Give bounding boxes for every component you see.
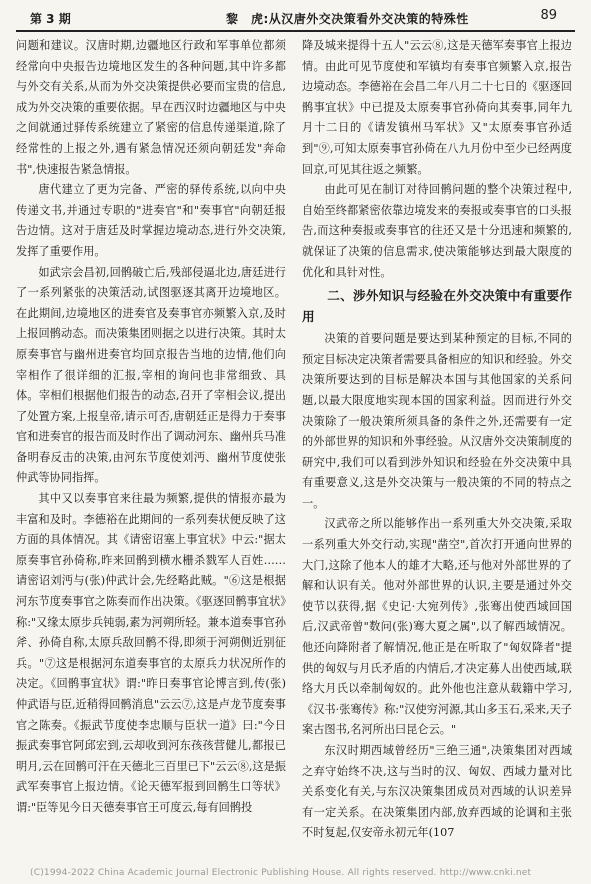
paragraph: 决策的首要问题是要达到某种预定的目标,不同的预定目标决定决策者需要具备相应的知识和经验。外交决策所要达到的目标是解决本国与其他国家的关系问题,以最大限度地实现本国的国家利益。因而进行外交决策除了一般决策所须具备的条件之外,还需要有一定的外部世界的知识和外事经验。从汉唐外交决策制度的研究中,我们可以看到涉外知识和经验在外交决策中具有重要意义,这是外交决策与一般决策的不同的特点之一。: [302, 332, 572, 510]
paragraph: 东汉时期西域曾经历"三绝三通",决策集团对西域之弃守始终不决,这与当时的汉、匈奴、西域力量对比关系变化有关,与东汉决策集团成员对西域的认识差异有一定关系。在决策集团内部,放弃西域的论调和主张不时复起,仅安帝永初元年(107: [302, 744, 572, 840]
paragraph: 降及城来提得十五人"云云⑧,这是天德军奏事官上报边情。由此可见节度使和军镇均有奏事官频繁入京,报告边境动态。李德裕在会昌二年八月二十七日的《驱逐回鹘事宜状》中已提及太原奏事官孙倚向其奏事,同年九月十二日的《请发镇州马军状》又"太原奏事官孙适到"⑨,可知太原奏事官孙倚在八九月份中至少已经两度回京,可见其往返之频繁。: [302, 39, 572, 176]
paragraph: 其中又以奏事官来往最为频繁,提供的情报亦最为丰富和及时。李德裕在此期间的一系列奏状便反映了这方面的具体情况。其《请密诏塞上事宜状》中云:"据太原奏事官孙倚称,昨来回鹘到横水栅杀戮军人百姓……请密诏刘沔与(张)仲武计会,先经略此贼。"⑥这是根据河东节度奏事官之陈奏而作出决策。《驱逐回鹘事宜状》称:"又缘太原步兵钝弱,素为河朔所轻。兼本道奏事官孙斧、孙倚自称,太原兵敌回鹘不得,即须于河朔侧近别征兵。"⑦这是根据河东道奏事官的太原兵力状况所作的决定。《回鹘事宜状》谓:"昨日奏事官论博言到,传(张)仲武语与臣,近稍得回鹘消息"云云⑦,这是卢龙节度奏事官之陈奏。《振武节度使李忠顺与臣状一道》曰:"今日振武奏事官阿邱宏到,云却收到河东孩孩营健儿,都报已明月,云在回鹘可汗在天德北三百里已下"云云⑧,这是振武军奏事官上报边情。《论天德军报到回鹘生口等状》谓:"臣等见今日天德奏事官王可度云,每有回鹘投: [16, 492, 286, 814]
running-header: [16, 4, 575, 32]
left-column: [16, 36, 286, 872]
issue-label: 第 3 期: [30, 12, 71, 26]
paragraph: 如武宗会昌初,回鹘破亡后,残部侵逼北边,唐廷进行了一系列紧张的决策活动,试图驱逐其离开边境地区。在此期间,边境地区的进奏官及奏事官亦频繁入京,及时上报回鹘动态。而决策集团则据之以进行决策。其时太原奏事官与幽州进奏官均回京报告当地的边情,他们向宰相作了很详细的汇报,宰相的询问也非常细致、具体。宰相们根据他们报告的动态,召开了宰相会议,提出了处置方案,上报皇帝,请示可否,唐朝廷正是得力于奏事官和进奏官的报告而及时作出了调动河东、幽州兵马准备明春反击的决策,由河东节度使刘沔、幽州节度使张仲武等协同指挥。: [16, 265, 286, 485]
page-number: 89: [540, 8, 557, 23]
running-title: 黎 虎:从汉唐外交决策看外交决策的特殊性: [226, 12, 469, 26]
paragraph: 问题和建议。汉唐时期,边疆地区行政和军事单位都须经常向中央报告边境地区发生的各种问题,其中许多都与外交有关系,从而为外交决策提供必要而宝贵的信息,成为外交决策的重要依据。早在西汉时边疆地区与中央之间就通过驿传系统建立了紧密的信息传递渠道,除了经常性的上报之外,遇有紧急情况还须向朝廷发"奔命书",快速报告紧急情报。: [16, 39, 286, 176]
section-heading: 二、涉外知识与经验在外交决策中有重要作用: [302, 288, 572, 325]
right-column: [302, 36, 572, 872]
paragraph: 由此可见在制订对待回鹘问题的整个决策过程中,自始至终都紧密依靠边境发来的奏报或奏事官的口头报告,而这种奏报或奏事官的往还又是十分迅速和频繁的,就保证了决策的信息需求,使决策能够达到最大限度的优化和具针对性。: [302, 183, 572, 279]
paragraph: 汉武帝之所以能够作出一系列重大外交决策,采取一系列重大外交行动,实现"凿空",首次打开通向世界的大门,这除了他本人的雄才大略,还与他对外部世界的了解和认识有关。他对外部世界的认识,主要是通过外交使节以获得,据《史记·大宛列传》,张骞出使西域回国后,汉武帝曾"数问(张)骞大夏之属",以了解西域情况。他还向降附者了解情况,他正是在听取了"匈奴降者"提供的匈奴与月氏矛盾的内情后,才决定募人出使西域,联络大月氏以牵制匈奴的。此外他也注意从载籍中学习,《汉书·张骞传》称:"汉使穷河源,其山多玉石,采来,天子案古图书,名河所出曰昆仑云。": [302, 517, 572, 737]
paragraph: 唐代建立了更为完备、严密的驿传系统,以向中央传递文书,并通过专职的"进奏官"和"奏事官"向朝廷报告边情。这对于唐廷及时掌握边境动态,进行外交决策,发挥了重要作用。: [16, 183, 286, 258]
copyright-watermark: (C)1994-2022 China Academic Journal Electronic Publishing House. All rights reserved. http://www.cnki.net: [30, 868, 532, 878]
